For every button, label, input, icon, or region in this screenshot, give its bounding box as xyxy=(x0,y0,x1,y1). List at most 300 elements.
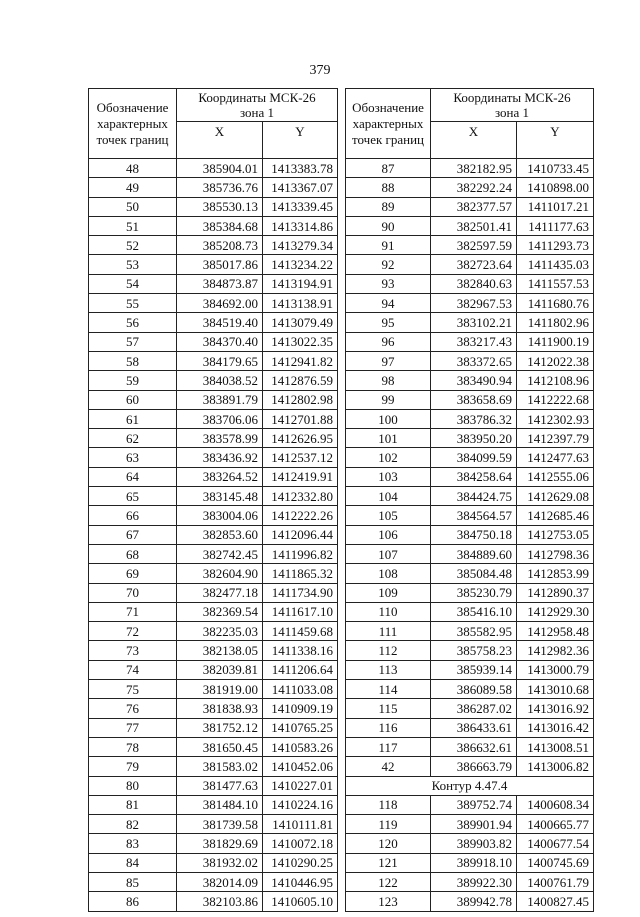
x-value-cell: 382014.09 xyxy=(177,872,263,891)
point-id-cell: 109 xyxy=(346,583,431,602)
table-row xyxy=(89,506,338,525)
point-id-cell: 95 xyxy=(346,313,431,332)
table-row xyxy=(89,351,338,370)
x-value-cell: 384873.87 xyxy=(177,274,263,293)
x-value-cell: 383490.94 xyxy=(431,371,517,390)
y-value-cell: 1413006.82 xyxy=(517,757,594,776)
table-row xyxy=(89,815,338,834)
x-value-cell: 389903.82 xyxy=(431,834,517,853)
x-value-cell: 386433.61 xyxy=(431,718,517,737)
table-row xyxy=(346,641,594,660)
y-value-cell: 1410898.00 xyxy=(517,178,594,197)
point-id-cell: 80 xyxy=(89,776,177,795)
contour-label: Контур 4.47.4 xyxy=(346,776,594,795)
x-value-cell: 381752.12 xyxy=(177,718,263,737)
y-value-cell: 1410227.01 xyxy=(263,776,338,795)
x-value-cell: 381829.69 xyxy=(177,834,263,853)
table-row xyxy=(346,506,594,525)
y-value-cell: 1413016.92 xyxy=(517,699,594,718)
table-row xyxy=(346,178,594,197)
table-row xyxy=(89,255,338,274)
table-row xyxy=(89,660,338,679)
table-row xyxy=(89,159,338,178)
x-value-cell: 385384.68 xyxy=(177,216,263,235)
x-value-cell: 381650.45 xyxy=(177,737,263,756)
point-id-cell: 64 xyxy=(89,467,177,486)
y-value-cell: 1411338.16 xyxy=(263,641,338,660)
table-row xyxy=(346,834,594,853)
x-value-cell: 382138.05 xyxy=(177,641,263,660)
table-row xyxy=(346,622,594,641)
y-value-cell: 1400677.54 xyxy=(517,834,594,853)
table-row xyxy=(346,294,594,313)
point-id-cell: 78 xyxy=(89,737,177,756)
table-row xyxy=(346,853,594,872)
point-id-cell: 76 xyxy=(89,699,177,718)
table-row xyxy=(346,390,594,409)
contour-row xyxy=(346,776,594,795)
y-value-cell: 1412537.12 xyxy=(263,448,338,467)
x-value-cell: 381477.63 xyxy=(177,776,263,795)
x-value-cell: 381484.10 xyxy=(177,795,263,814)
y-value-cell: 1411017.21 xyxy=(517,197,594,216)
x-value-cell: 383891.79 xyxy=(177,390,263,409)
point-id-cell: 85 xyxy=(89,872,177,891)
x-value-cell: 382235.03 xyxy=(177,622,263,641)
table-row xyxy=(89,216,338,235)
y-value-cell: 1412958.48 xyxy=(517,622,594,641)
y-value-cell: 1410072.18 xyxy=(263,834,338,853)
point-id-cell: 60 xyxy=(89,390,177,409)
table-row xyxy=(89,776,338,795)
y-value-cell: 1413022.35 xyxy=(263,332,338,351)
point-id-cell: 77 xyxy=(89,718,177,737)
table-row xyxy=(89,429,338,448)
x-value-cell: 383950.20 xyxy=(431,429,517,448)
table-row xyxy=(89,564,338,583)
y-value-cell: 1413010.68 xyxy=(517,680,594,699)
x-value-cell: 382377.57 xyxy=(431,197,517,216)
point-id-cell: 57 xyxy=(89,332,177,351)
y-value-cell: 1412982.36 xyxy=(517,641,594,660)
y-value-cell: 1412626.95 xyxy=(263,429,338,448)
point-id-cell: 59 xyxy=(89,371,177,390)
point-id-cell: 70 xyxy=(89,583,177,602)
point-id-cell: 89 xyxy=(346,197,431,216)
table-row xyxy=(346,429,594,448)
y-value-cell: 1413234.22 xyxy=(263,255,338,274)
table-row xyxy=(346,332,594,351)
x-value-cell: 385758.23 xyxy=(431,641,517,660)
table-row xyxy=(89,622,338,641)
y-value-cell: 1412222.26 xyxy=(263,506,338,525)
x-value-cell: 382742.45 xyxy=(177,544,263,563)
x-value-cell: 386287.02 xyxy=(431,699,517,718)
x-value-cell: 382501.41 xyxy=(431,216,517,235)
point-id-cell: 72 xyxy=(89,622,177,641)
point-id-cell: 53 xyxy=(89,255,177,274)
point-id-cell: 48 xyxy=(89,159,177,178)
y-value-cell: 1410733.45 xyxy=(517,159,594,178)
x-value-cell: 385530.13 xyxy=(177,197,263,216)
y-value-cell: 1413000.79 xyxy=(517,660,594,679)
point-id-cell: 104 xyxy=(346,487,431,506)
table-row xyxy=(89,313,338,332)
x-value-cell: 383145.48 xyxy=(177,487,263,506)
coordinates-table-left xyxy=(88,88,338,912)
y-value-cell: 1412332.80 xyxy=(263,487,338,506)
point-id-cell: 97 xyxy=(346,351,431,370)
page-number: 379 xyxy=(309,63,331,78)
y-value-cell: 1412941.82 xyxy=(263,351,338,370)
x-value-cell: 383004.06 xyxy=(177,506,263,525)
y-value-cell: 1410290.25 xyxy=(263,853,338,872)
x-value-cell: 382604.90 xyxy=(177,564,263,583)
table-row xyxy=(89,294,338,313)
x-value-cell: 384424.75 xyxy=(431,487,517,506)
x-value-cell: 389922.30 xyxy=(431,872,517,891)
table-row xyxy=(346,487,594,506)
y-value-cell: 1400608.34 xyxy=(517,795,594,814)
table-row xyxy=(346,236,594,255)
y-value-cell: 1413383.78 xyxy=(263,159,338,178)
point-label-header: Обозначение характерных точек границ xyxy=(89,89,177,159)
point-id-cell: 61 xyxy=(89,409,177,428)
coordinates-table-right xyxy=(345,88,594,912)
y-value-cell: 1413008.51 xyxy=(517,737,594,756)
table-row xyxy=(346,660,594,679)
point-id-cell: 100 xyxy=(346,409,431,428)
y-value-cell: 1411802.96 xyxy=(517,313,594,332)
table-row xyxy=(89,197,338,216)
x-value-cell: 383372.65 xyxy=(431,351,517,370)
table-row xyxy=(346,159,594,178)
point-id-cell: 74 xyxy=(89,660,177,679)
x-value-cell: 384519.40 xyxy=(177,313,263,332)
x-value-cell: 385904.01 xyxy=(177,159,263,178)
table-row xyxy=(89,718,338,737)
point-id-cell: 108 xyxy=(346,564,431,583)
x-value-cell: 384038.52 xyxy=(177,371,263,390)
point-id-cell: 115 xyxy=(346,699,431,718)
point-id-cell: 58 xyxy=(89,351,177,370)
x-value-cell: 385230.79 xyxy=(431,583,517,602)
coords-title: Координаты МСК-26 xyxy=(453,90,571,105)
x-value-cell: 381739.58 xyxy=(177,815,263,834)
y-value-cell: 1411996.82 xyxy=(263,544,338,563)
table-row xyxy=(346,313,594,332)
point-id-cell: 99 xyxy=(346,390,431,409)
y-value-cell: 1412929.30 xyxy=(517,602,594,621)
point-id-cell: 50 xyxy=(89,197,177,216)
y-value-cell: 1413279.34 xyxy=(263,236,338,255)
y-value-cell: 1412890.37 xyxy=(517,583,594,602)
point-id-cell: 81 xyxy=(89,795,177,814)
y-value-cell: 1412701.88 xyxy=(263,409,338,428)
point-id-cell: 113 xyxy=(346,660,431,679)
point-id-cell: 121 xyxy=(346,853,431,872)
y-value-cell: 1411033.08 xyxy=(263,680,338,699)
x-value-cell: 381932.02 xyxy=(177,853,263,872)
table-row xyxy=(89,795,338,814)
x-value-cell: 389918.10 xyxy=(431,853,517,872)
point-id-cell: 51 xyxy=(89,216,177,235)
table-row xyxy=(89,737,338,756)
point-id-cell: 79 xyxy=(89,757,177,776)
x-value-cell: 383264.52 xyxy=(177,467,263,486)
table-row xyxy=(89,892,338,911)
table-row xyxy=(346,255,594,274)
point-id-cell: 75 xyxy=(89,680,177,699)
x-value-cell: 385084.48 xyxy=(431,564,517,583)
y-value-cell: 1412853.99 xyxy=(517,564,594,583)
table-row xyxy=(346,197,594,216)
y-value-cell: 1410909.19 xyxy=(263,699,338,718)
x-value-cell: 386663.79 xyxy=(431,757,517,776)
point-id-cell: 118 xyxy=(346,795,431,814)
y-value-cell: 1411206.64 xyxy=(263,660,338,679)
y-value-cell: 1413194.91 xyxy=(263,274,338,293)
x-value-cell: 384889.60 xyxy=(431,544,517,563)
table-row xyxy=(89,680,338,699)
x-value-cell: 382039.81 xyxy=(177,660,263,679)
table-row xyxy=(346,544,594,563)
table-row xyxy=(89,583,338,602)
x-value-cell: 383786.32 xyxy=(431,409,517,428)
y-value-cell: 1413367.07 xyxy=(263,178,338,197)
y-value-cell: 1411617.10 xyxy=(263,602,338,621)
x-value-cell: 385017.86 xyxy=(177,255,263,274)
point-id-cell: 65 xyxy=(89,487,177,506)
y-column-header: Y xyxy=(517,122,594,159)
table-row xyxy=(346,737,594,756)
table-row xyxy=(346,699,594,718)
table-row xyxy=(346,216,594,235)
point-id-cell: 62 xyxy=(89,429,177,448)
point-id-cell: 67 xyxy=(89,525,177,544)
table-row xyxy=(346,274,594,293)
table-row xyxy=(346,795,594,814)
x-value-cell: 382292.24 xyxy=(431,178,517,197)
table-row xyxy=(346,351,594,370)
x-value-cell: 384750.18 xyxy=(431,525,517,544)
y-value-cell: 1412397.79 xyxy=(517,429,594,448)
table-row xyxy=(346,680,594,699)
y-value-cell: 1412802.98 xyxy=(263,390,338,409)
x-value-cell: 381919.00 xyxy=(177,680,263,699)
table-row xyxy=(89,757,338,776)
x-value-cell: 381838.93 xyxy=(177,699,263,718)
table-row xyxy=(89,390,338,409)
y-value-cell: 1411734.90 xyxy=(263,583,338,602)
table-row xyxy=(89,525,338,544)
y-value-cell: 1411459.68 xyxy=(263,622,338,641)
x-value-cell: 384258.64 xyxy=(431,467,517,486)
point-id-cell: 94 xyxy=(346,294,431,313)
point-id-cell: 123 xyxy=(346,892,431,911)
y-value-cell: 1410111.81 xyxy=(263,815,338,834)
y-value-cell: 1400745.69 xyxy=(517,853,594,872)
point-id-cell: 103 xyxy=(346,467,431,486)
point-id-cell: 107 xyxy=(346,544,431,563)
point-id-cell: 63 xyxy=(89,448,177,467)
point-id-cell: 55 xyxy=(89,294,177,313)
point-id-cell: 87 xyxy=(346,159,431,178)
x-column-header: X xyxy=(431,122,517,159)
point-id-cell: 92 xyxy=(346,255,431,274)
point-id-cell: 42 xyxy=(346,757,431,776)
point-id-cell: 68 xyxy=(89,544,177,563)
y-value-cell: 1412222.68 xyxy=(517,390,594,409)
table-row xyxy=(89,544,338,563)
point-id-cell: 106 xyxy=(346,525,431,544)
coords-title: Координаты МСК-26 xyxy=(198,90,316,105)
table-row xyxy=(89,872,338,891)
y-value-cell: 1410452.06 xyxy=(263,757,338,776)
table-row xyxy=(346,757,594,776)
table-row xyxy=(89,274,338,293)
y-value-cell: 1410224.16 xyxy=(263,795,338,814)
y-value-cell: 1412477.63 xyxy=(517,448,594,467)
x-value-cell: 383102.21 xyxy=(431,313,517,332)
y-value-cell: 1411900.19 xyxy=(517,332,594,351)
point-id-cell: 122 xyxy=(346,872,431,891)
point-id-cell: 120 xyxy=(346,834,431,853)
table-row xyxy=(346,602,594,621)
y-value-cell: 1400827.45 xyxy=(517,892,594,911)
y-value-cell: 1410605.10 xyxy=(263,892,338,911)
table-row xyxy=(89,178,338,197)
y-value-cell: 1413339.45 xyxy=(263,197,338,216)
table-row xyxy=(89,371,338,390)
point-id-cell: 96 xyxy=(346,332,431,351)
y-column-header: Y xyxy=(263,122,338,159)
table-row xyxy=(346,409,594,428)
table-row xyxy=(346,448,594,467)
y-value-cell: 1400665.77 xyxy=(517,815,594,834)
x-value-cell: 389942.78 xyxy=(431,892,517,911)
x-value-cell: 384179.65 xyxy=(177,351,263,370)
y-value-cell: 1413016.42 xyxy=(517,718,594,737)
x-value-cell: 382369.54 xyxy=(177,602,263,621)
point-id-cell: 84 xyxy=(89,853,177,872)
point-id-cell: 102 xyxy=(346,448,431,467)
table-row xyxy=(346,815,594,834)
table-row xyxy=(89,602,338,621)
point-id-cell: 111 xyxy=(346,622,431,641)
y-value-cell: 1411435.03 xyxy=(517,255,594,274)
y-value-cell: 1411557.53 xyxy=(517,274,594,293)
x-value-cell: 383706.06 xyxy=(177,409,263,428)
point-id-cell: 114 xyxy=(346,680,431,699)
x-value-cell: 385582.95 xyxy=(431,622,517,641)
point-id-cell: 91 xyxy=(346,236,431,255)
y-value-cell: 1410583.26 xyxy=(263,737,338,756)
y-value-cell: 1412876.59 xyxy=(263,371,338,390)
table-row xyxy=(89,487,338,506)
table-row xyxy=(89,699,338,718)
table-row xyxy=(89,409,338,428)
x-value-cell: 385416.10 xyxy=(431,602,517,621)
y-value-cell: 1411293.73 xyxy=(517,236,594,255)
x-value-cell: 384099.59 xyxy=(431,448,517,467)
point-id-cell: 88 xyxy=(346,178,431,197)
x-value-cell: 383658.69 xyxy=(431,390,517,409)
table-row xyxy=(346,872,594,891)
coords-zone: зона 1 xyxy=(239,105,275,120)
y-value-cell: 1412753.05 xyxy=(517,525,594,544)
table-row xyxy=(89,641,338,660)
x-value-cell: 385208.73 xyxy=(177,236,263,255)
y-value-cell: 1413314.86 xyxy=(263,216,338,235)
point-id-cell: 52 xyxy=(89,236,177,255)
table-row xyxy=(346,892,594,911)
y-value-cell: 1412302.93 xyxy=(517,409,594,428)
x-value-cell: 389901.94 xyxy=(431,815,517,834)
y-value-cell: 1412629.08 xyxy=(517,487,594,506)
x-value-cell: 389752.74 xyxy=(431,795,517,814)
x-value-cell: 382182.95 xyxy=(431,159,517,178)
point-id-cell: 69 xyxy=(89,564,177,583)
y-value-cell: 1410446.95 xyxy=(263,872,338,891)
table-row xyxy=(89,467,338,486)
point-id-cell: 93 xyxy=(346,274,431,293)
y-value-cell: 1411865.32 xyxy=(263,564,338,583)
point-id-cell: 112 xyxy=(346,641,431,660)
point-id-cell: 116 xyxy=(346,718,431,737)
x-value-cell: 384692.00 xyxy=(177,294,263,313)
x-value-cell: 383436.92 xyxy=(177,448,263,467)
x-value-cell: 383578.99 xyxy=(177,429,263,448)
point-id-cell: 119 xyxy=(346,815,431,834)
y-value-cell: 1400761.79 xyxy=(517,872,594,891)
y-value-cell: 1412096.44 xyxy=(263,525,338,544)
x-value-cell: 382477.18 xyxy=(177,583,263,602)
point-id-cell: 71 xyxy=(89,602,177,621)
y-value-cell: 1413138.91 xyxy=(263,294,338,313)
point-label-header: Обозначение характерных точек границ xyxy=(346,89,431,159)
point-id-cell: 83 xyxy=(89,834,177,853)
table-row xyxy=(346,371,594,390)
x-value-cell: 386089.58 xyxy=(431,680,517,699)
table-row xyxy=(89,236,338,255)
y-value-cell: 1412555.06 xyxy=(517,467,594,486)
x-value-cell: 384564.57 xyxy=(431,506,517,525)
y-value-cell: 1410765.25 xyxy=(263,718,338,737)
point-id-cell: 86 xyxy=(89,892,177,911)
x-column-header: X xyxy=(177,122,263,159)
table-row xyxy=(346,564,594,583)
table-row xyxy=(89,448,338,467)
x-value-cell: 382723.64 xyxy=(431,255,517,274)
x-value-cell: 382853.60 xyxy=(177,525,263,544)
y-value-cell: 1412685.46 xyxy=(517,506,594,525)
point-id-cell: 66 xyxy=(89,506,177,525)
point-id-cell: 110 xyxy=(346,602,431,621)
x-value-cell: 386632.61 xyxy=(431,737,517,756)
y-value-cell: 1411680.76 xyxy=(517,294,594,313)
table-row xyxy=(346,525,594,544)
x-value-cell: 382597.59 xyxy=(431,236,517,255)
point-id-cell: 73 xyxy=(89,641,177,660)
y-value-cell: 1412108.96 xyxy=(517,371,594,390)
table-row xyxy=(89,332,338,351)
point-id-cell: 101 xyxy=(346,429,431,448)
table-row xyxy=(346,467,594,486)
x-value-cell: 381583.02 xyxy=(177,757,263,776)
table-row xyxy=(346,583,594,602)
table-row xyxy=(346,718,594,737)
